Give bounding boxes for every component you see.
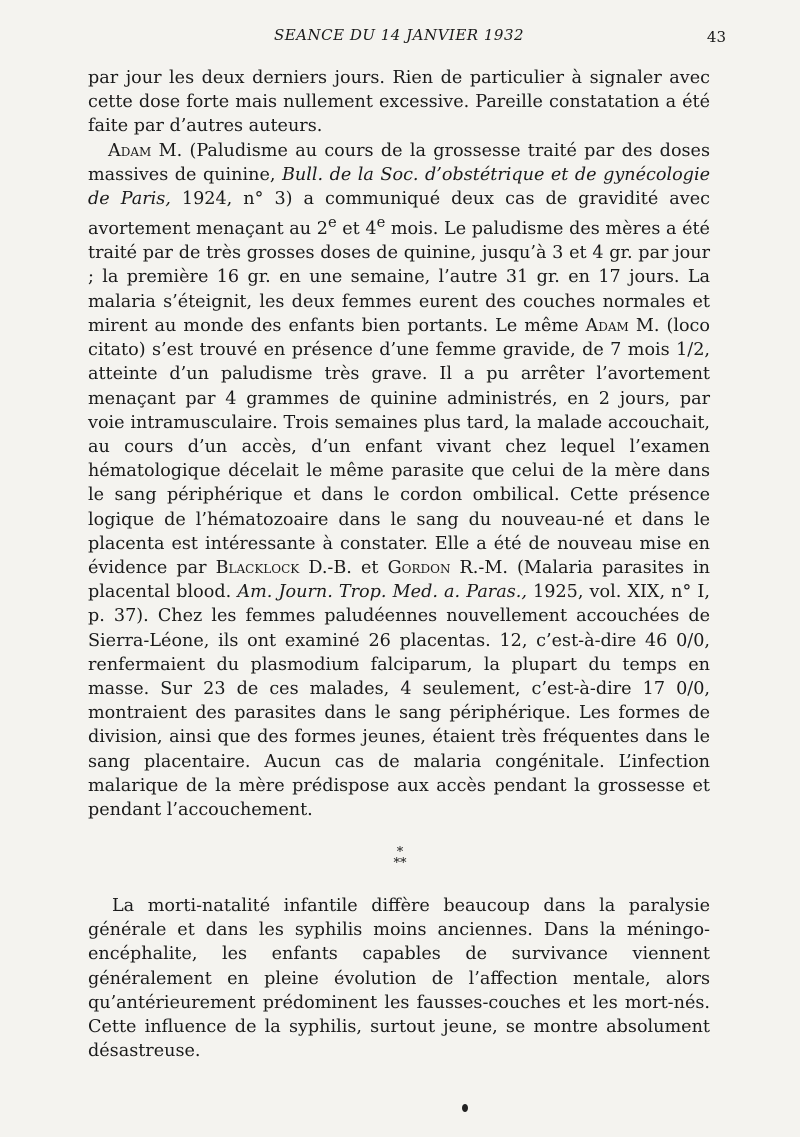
journal-citation: Am. Journ. Trop. Med. a. Paras., — [237, 582, 527, 603]
journal-citation: Bull. de la Soc. d’obstétrique et de gynécologie de Paris, — [88, 164, 710, 210]
text-run: 1925, vol. XIX, n° I, p. 37). Chez les femmes paludéennes nouvellement accouchées de Sierra-Léone, ils ont examiné 26 placentas. 12, c’est-à-dire 46 0/0, renfermaient du plasmodium falciparum, la plupart du temps en masse. Sur 23 de ces malades, 4 seulement, c’est-à-dire 17 0/0, montraient des parasites dans le sang périphérique. Les formes de division, ainsi que des formes jeunes, étaient très fréquentes dans le sang placentaire. Aucun cas de malaria congénitale. L’infection malarique de la mère prédispose aux accès pendant la grossesse et pendant l’accouchement. — [88, 582, 710, 820]
author-name: Gordon — [387, 557, 451, 578]
paragraph-morti-natalite: La morti-natalité infantile diffère beaucoup dans la paralysie générale et dans les syphilis moins anciennes. Dans la méningo-encéphalite, les enfants capables de survivance viennent généralement en pleine évolution de l’affection mentale, alors qu’antérieurement prédominent les fausses-couches et les mort-nés. Cette influence de la syphilis, surtout jeune, se montre absolument désastreuse. — [88, 896, 710, 1062]
text-run: R.-M. (Malaria parasites in placental blood. — [88, 557, 710, 603]
second-section-text — [88, 894, 710, 1063]
asterism-top: * — [396, 845, 404, 860]
author-name: Adam — [108, 140, 152, 161]
author-name: Adam — [585, 315, 629, 336]
page-number: 43 — [706, 28, 726, 46]
running-header — [88, 24, 726, 48]
text-run: D.-B. et — [299, 557, 388, 578]
ordinal-superscript: e — [327, 214, 337, 232]
paragraph-adam — [88, 139, 710, 823]
asterism-bottom: ** — [393, 856, 407, 871]
author-name: Blacklock — [215, 557, 300, 578]
text-run: et 4 — [336, 219, 377, 240]
ordinal-superscript: e — [376, 214, 386, 232]
text-run: 1924, n° 3) a communiqué deux cas de gravidité avec avortement menaçant au 2 — [88, 189, 710, 240]
running-title: SEANCE DU 14 JANVIER 1932 — [273, 26, 525, 44]
ink-dot-mark — [462, 1104, 468, 1112]
text-run: mois. Le paludisme des mères a été traité par de très grosses doses de quinine, jusqu’à 3 et 4 gr. par jour ; la première 16 gr. en une semaine, l’autre 31 gr. en 17 jours. La malaria s’éteignit, les deux femmes eurent des couches normales et mirent au monde des enfants bien portants. Le même — [88, 219, 710, 336]
main-text-block — [88, 66, 710, 822]
paragraph-continuation: par jour les deux derniers jours. Rien de particulier à signaler avec cette dose forte mais nullement excessive. Pareille constatation a été faite par d’autres auteurs. — [88, 68, 710, 137]
section-asterism — [380, 847, 420, 877]
text-run: M. (loco citato) s’est trouvé en présence d’une femme gravide, de 7 mois 1/2, atteinte d’un paludisme très grave. Il a pu arrêter l’avortement menaçant par 4 grammes de quinine administrés, en 2 jours, par voie intramusculaire. Trois semaines plus tard, la malade accouchait, au cours d’un accès, d’un enfant vivant chez lequel l’examen hématologique décelait le même parasite que celui de la mère dans le sang périphérique et dans le cordon ombilical. Cette présence logique de l’hématozoaire dans le sang du nouveau-né et dans le placenta est intéressante à constater. Elle a été de nouveau mise en évidence par — [88, 315, 710, 578]
text-run: M. (Paludisme au cours de la grossesse traité par des doses massives de quinine, — [88, 140, 710, 185]
